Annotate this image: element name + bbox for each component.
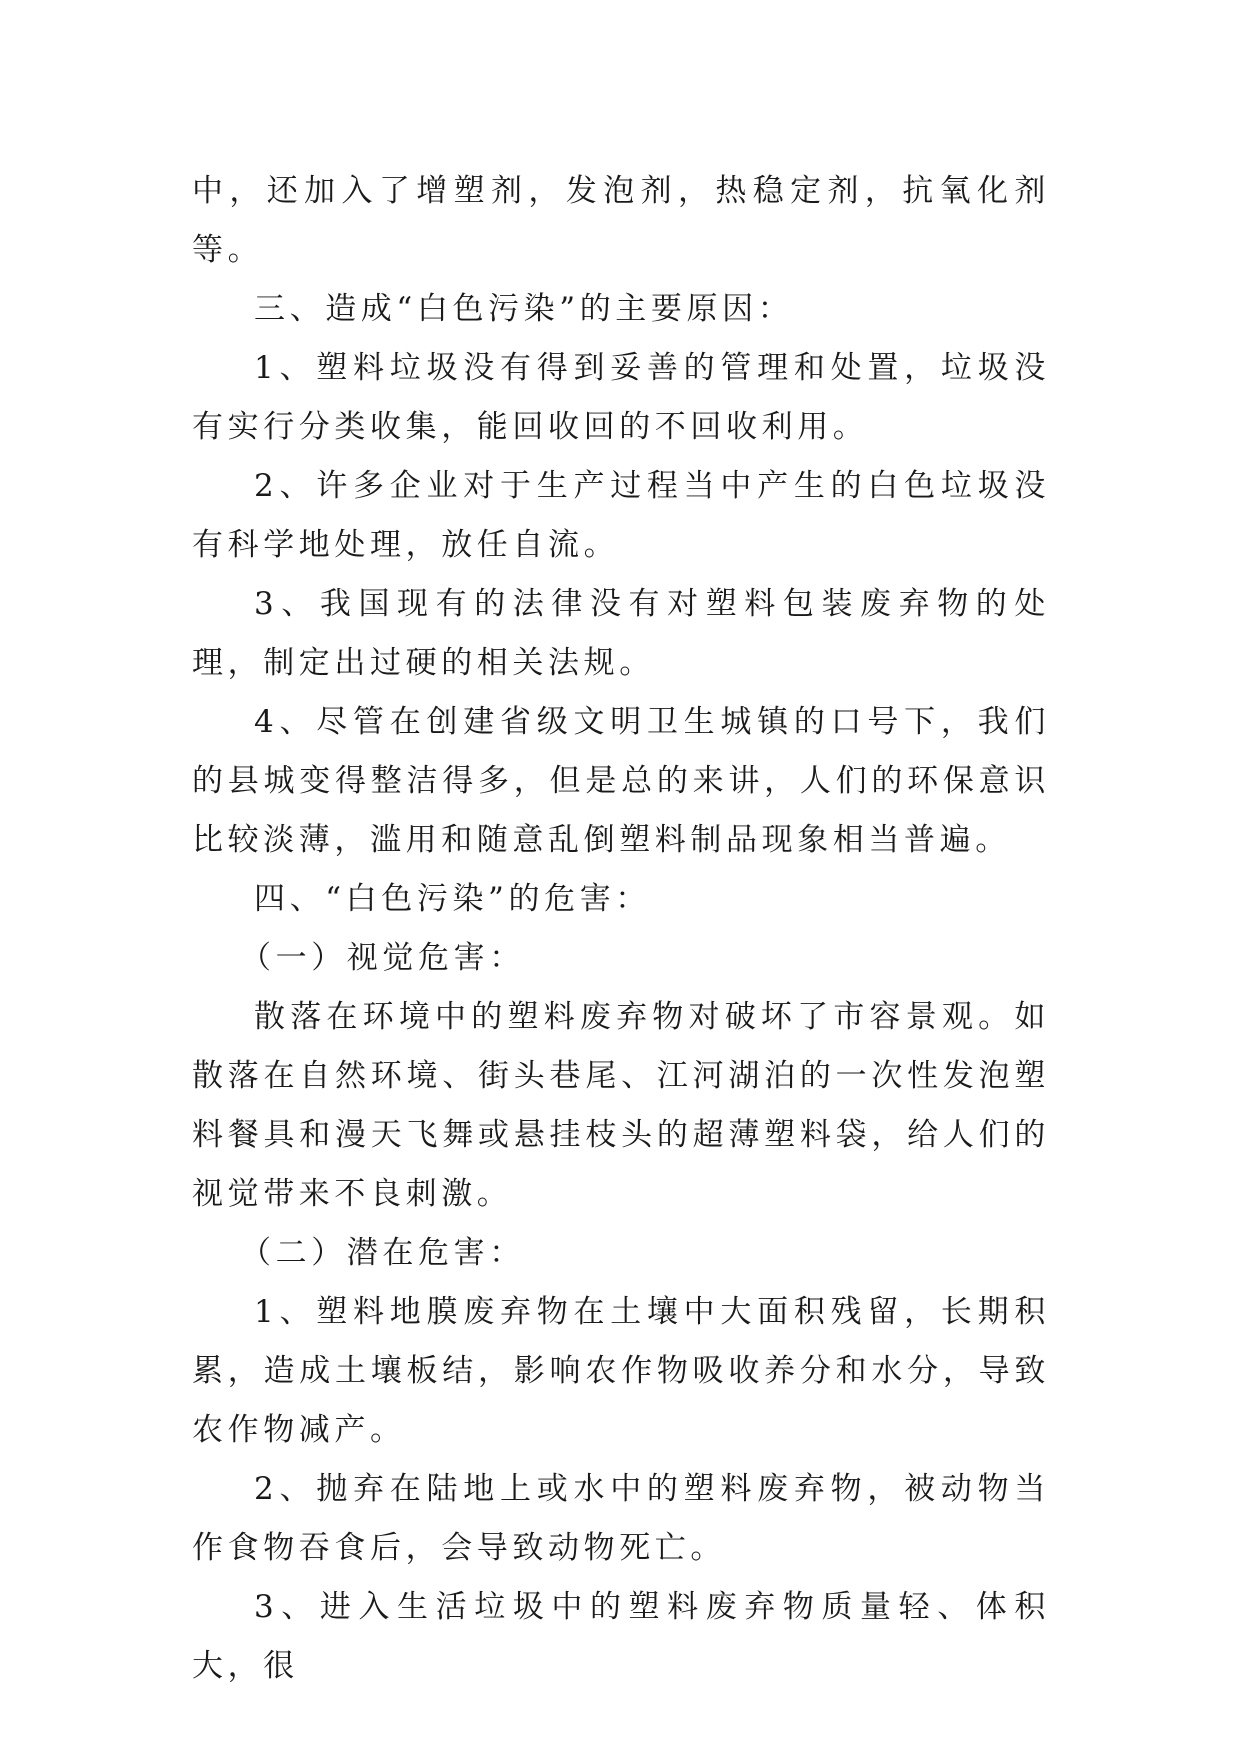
potential-harm-item-2: 2、抛弃在陆地上或水中的塑料废弃物，被动物当作食物吞食后，会导致动物死亡。 (192, 1471, 1050, 1566)
visual-harm-paragraph: 散落在环境中的塑料废弃物对破坏了市容景观。如散落在自然环境、街头巷尾、江河湖泊的一次性发泡塑料餐具和漫天飞舞或悬挂枝头的超薄塑料袋，给人们的视觉带来不良刺激。 (192, 999, 1050, 1212)
document-body (192, 162, 1050, 1696)
section-heading-harms: 四、“白色污染”的危害： (254, 881, 651, 917)
potential-harm-item-1: 1、塑料地膜废弃物在土壤中大面积残留，长期积累，造成土壤板结，影响农作物吸收养分和水分，导致农作物减产。 (192, 1294, 1050, 1448)
cause-item-4: 4、尽管在创建省级文明卫生城镇的口号下，我们的县城变得整洁得多，但是总的来讲，人们的环保意识比较淡薄，滥用和随意乱倒塑料制品现象相当普遍。 (192, 704, 1050, 858)
cause-item-1: 1、塑料垃圾没有得到妥善的管理和处置，垃圾没有实行分类收集，能回收回的不回收利用。 (192, 350, 1050, 445)
paragraph-continuation: 中，还加入了增塑剂，发泡剂，热稳定剂，抗氧化剂等。 (192, 173, 1050, 268)
potential-harm-item-3: 3、进入生活垃圾中的塑料废弃物质量轻、体积大，很 (192, 1589, 1050, 1684)
section-heading-causes: 三、造成“白色污染”的主要原因： (254, 291, 794, 327)
subheading-visual-harm: （一）视觉危害： (240, 940, 525, 976)
subheading-potential-harm: （二）潜在危害： (240, 1235, 525, 1271)
cause-item-2: 2、许多企业对于生产过程当中产生的白色垃圾没有科学地处理，放任自流。 (192, 468, 1050, 563)
cause-item-3: 3、我国现有的法律没有对塑料包装废弃物的处理，制定出过硬的相关法规。 (192, 586, 1050, 681)
